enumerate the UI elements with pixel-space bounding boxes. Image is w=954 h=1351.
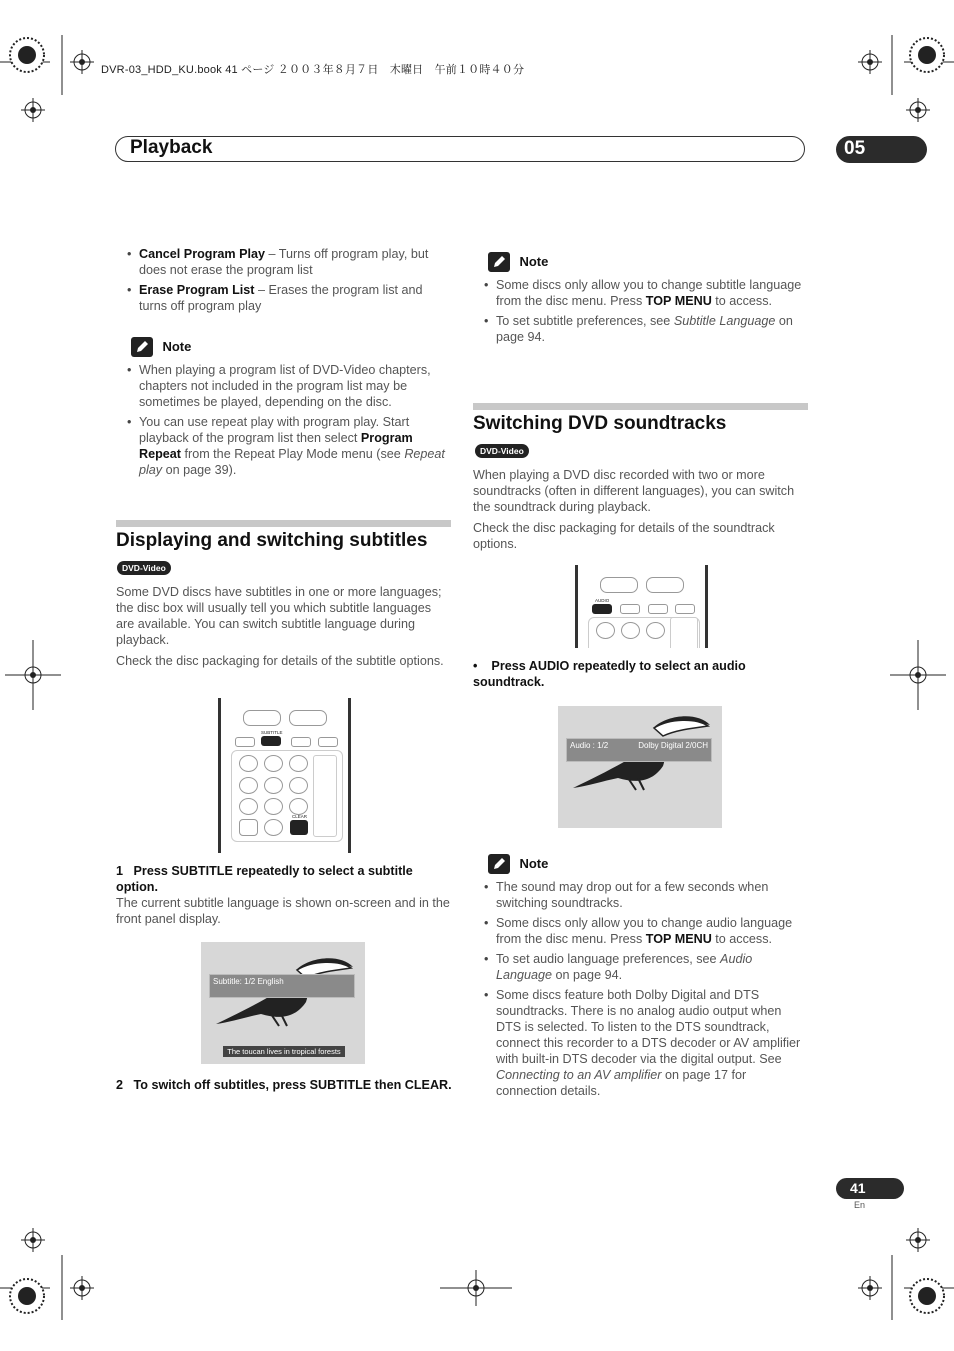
list-item: • When playing a program list of DVD-Video chapters, chapters not included in the program list may be sometimes be played, depending on the disc. [127, 362, 452, 410]
list-item: • To set audio language preferences, see Audio Language on page 94. [484, 951, 809, 983]
list-item: • You can use repeat play with program play. Start playback of the program list then select Program Repeat from the Repeat Play Mode menu (see Repeat play on page 39). [127, 414, 452, 478]
list-item: • The sound may drop out for a few seconds when switching soundtracks. [484, 879, 809, 911]
soundtracks-para2: Check the disc packaging for details of the soundtrack options. [473, 521, 775, 551]
list-item: • Some discs only allow you to change audio language from the disc menu. Press TOP MENU to access. [484, 915, 809, 947]
section-bar [115, 136, 805, 162]
step1-description: The current subtitle language is shown on-screen and in the front panel display. [116, 896, 450, 926]
note2-list [484, 277, 809, 349]
subtitle-button [261, 736, 281, 746]
note3-header [488, 854, 548, 874]
step2: 2 To switch off subtitles, press SUBTITLE then CLEAR. [116, 1078, 452, 1092]
note-heading: Note [162, 339, 192, 355]
print-header: DVR-03_HDD_KU.book 41 ページ ２００３年８月７日 木曜日 午前１０時４０分 [101, 64, 525, 76]
note2-header [488, 252, 548, 272]
audio-osd-right: Dolby Digital 2/0CH [638, 741, 708, 750]
list-item: • Cancel Program Play – Turns off program play, but does not erase the program list [127, 246, 452, 278]
note3-list [484, 879, 809, 1103]
chapter-number: 05 [844, 138, 866, 159]
step1: 1 Press SUBTITLE repeatedly to select a subtitle option. [116, 864, 413, 894]
audio-osd-bar [566, 738, 712, 762]
pencil-icon [131, 337, 153, 357]
audio-step: • Press AUDIO repeatedly to select an audio soundtrack. [473, 659, 746, 689]
remote-illustration-subtitle: SUBTITLE CLEAR [218, 698, 351, 853]
clear-button [290, 820, 308, 835]
subtitle-osd-bar: Subtitle: 1/2 English [209, 974, 355, 998]
pencil-icon [488, 854, 510, 874]
soundtracks-heading: Switching DVD soundtracks [473, 413, 727, 434]
dvd-video-badge: DVD-Video [117, 561, 171, 575]
pencil-icon [488, 252, 510, 272]
subtitle-caption: The toucan lives in tropical forests [223, 1046, 345, 1057]
section-rule [116, 520, 451, 527]
note1-list [127, 362, 452, 482]
audio-osd-left: Audio : 1/2 [570, 741, 609, 750]
page-badge [836, 1178, 904, 1199]
note1-header [131, 337, 191, 357]
page-number: 41 [850, 1180, 866, 1196]
section-rule [473, 403, 808, 410]
list-item: • Some discs only allow you to change subtitle language from the disc menu. Press TOP MENU to access. [484, 277, 809, 309]
note-heading: Note [519, 856, 549, 872]
subtitles-para2: Check the disc packaging for details of the subtitle options. [116, 654, 444, 668]
list-item: • To set subtitle preferences, see Subtitle Language on page 94. [484, 313, 809, 345]
subtitles-para1: Some DVD discs have subtitles in one or more languages; the disc box will usually tell you which subtitle languages are available. You can switch subtitle language during playback. [116, 585, 442, 647]
page-language: En [854, 1200, 866, 1210]
audio-button [592, 604, 612, 614]
section-title: Playback [130, 137, 213, 158]
toucan-image [558, 706, 722, 828]
note-heading: Note [519, 254, 549, 270]
list-item: • Erase Program List – Erases the program list and turns off program play [127, 282, 452, 314]
audio-osd-screen [558, 706, 722, 828]
list-item: • Some discs feature both Dolby Digital and DTS soundtracks. There is no analog audio output when DTS is selected. To listen to the DTS soundtrack, connect this recorder to a DTS decoder or AV amplifier with built-in DTS decoder via the digital output. See Connecting to an AV amplifier on page 17 for connection details. [484, 987, 809, 1099]
subtitles-heading: Displaying and switching subtitles [116, 530, 428, 551]
dvd-video-badge: DVD-Video [475, 444, 529, 458]
program-bullets [127, 246, 452, 318]
remote-illustration-audio: AUDIO [575, 565, 708, 648]
soundtracks-para1: When playing a DVD disc recorded with two or more soundtracks (often in different languages), you can switch the soundtrack during playback. [473, 468, 795, 514]
subtitle-osd-screen [201, 942, 365, 1064]
